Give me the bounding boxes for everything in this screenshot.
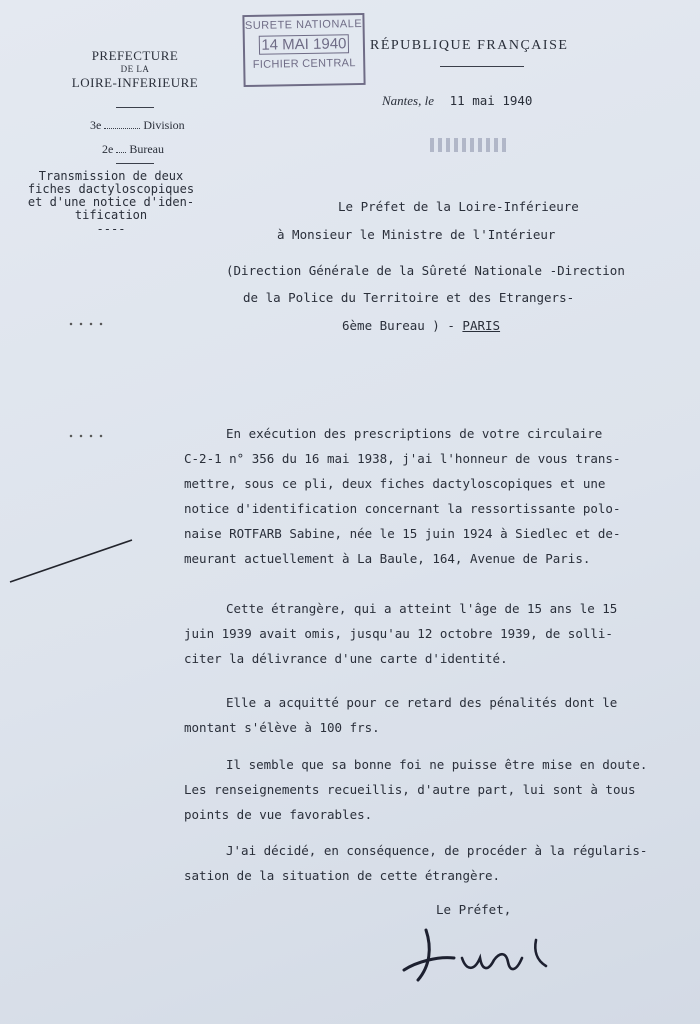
republic-heading: RÉPUBLIQUE FRANÇAISE xyxy=(370,38,569,53)
text-line: En exécution des prescriptions de votre circulaire xyxy=(226,426,603,441)
text-line: mettre, sous ce pli, deux fiches dactyloscopiques et une xyxy=(184,476,606,491)
subject-line: Transmission de deux xyxy=(38,169,184,183)
faint-stamp-mark xyxy=(430,138,510,152)
paragraph-4 xyxy=(184,752,689,827)
date-line xyxy=(382,90,532,109)
date-value: 11 mai 1940 xyxy=(449,93,533,108)
prefecture-de-la: DE LA xyxy=(120,64,150,74)
prefecture-title: PREFECTURE xyxy=(91,48,179,63)
subject-dashes: ---- xyxy=(96,222,126,236)
bureau-number: 2e xyxy=(102,142,114,156)
signature-closing: Le Préfet, xyxy=(436,902,512,917)
address-city: PARIS xyxy=(462,318,501,333)
division-line xyxy=(90,118,185,133)
margin-pen-stroke xyxy=(8,536,134,586)
stamp-line-3: FICHIER CENTRAL xyxy=(252,57,356,71)
margin-dots xyxy=(66,322,106,326)
paragraph-3 xyxy=(184,690,689,740)
text-line: juin 1939 avait omis, jusqu'au 12 octobre 1939, de solli- xyxy=(184,626,613,641)
date-place: Nantes, le xyxy=(382,93,434,108)
republic-rule xyxy=(440,66,524,67)
division-number: 3e xyxy=(90,118,102,132)
subject-block xyxy=(16,170,206,236)
address-direction: (Direction Générale de la Sûreté Nationale -Direction xyxy=(226,263,625,278)
paragraph-2 xyxy=(184,596,689,671)
surete-nationale-stamp xyxy=(242,13,365,87)
address-police: de la Police du Territoire et des Etrangers- xyxy=(243,290,575,305)
text-line: sation de la situation de cette étrangère. xyxy=(184,868,501,883)
text-line: points de vue favorables. xyxy=(184,807,373,822)
division-label: Division xyxy=(143,118,185,132)
margin-dots xyxy=(66,434,106,438)
handwritten-signature xyxy=(396,918,576,990)
address-bureau-text: 6ème Bureau ) - xyxy=(342,318,463,333)
text-line: C-2-1 n° 356 du 16 mai 1938, j'ai l'honneur de vous trans- xyxy=(184,451,621,466)
text-line: J'ai décidé, en conséquence, de procéder à la régularis- xyxy=(226,843,648,858)
bureau-rule xyxy=(116,163,154,164)
text-line: citer la délivrance d'une carte d'identité. xyxy=(184,651,508,666)
bureau-line xyxy=(102,142,164,157)
text-line: Il semble que sa bonne foi ne puisse être mise en doute. xyxy=(226,757,648,772)
prefecture-heading xyxy=(70,48,200,91)
paragraph-1 xyxy=(184,421,689,571)
text-line: notice d'identification concernant la ressortissante polo- xyxy=(184,501,621,516)
text-line: Elle a acquitté pour ce retard des pénalités dont le xyxy=(226,695,618,710)
text-line: Cette étrangère, qui a atteint l'âge de 15 ans le 15 xyxy=(226,601,618,616)
text-line: meurant actuellement à La Baule, 164, Avenue de Paris. xyxy=(184,551,591,566)
subject-line: tification xyxy=(74,208,148,222)
heading-rule xyxy=(116,107,154,108)
subject-line: fiches dactyloscopiques xyxy=(27,182,195,196)
address-bureau xyxy=(342,318,500,333)
bureau-label: Bureau xyxy=(129,142,164,156)
text-line: Les renseignements recueillis, d'autre part, lui sont à tous xyxy=(184,782,636,797)
address-from: Le Préfet de la Loire-Inférieure xyxy=(338,199,579,214)
stamp-line-1: SURETE NATIONALE xyxy=(244,17,363,33)
address-to: à Monsieur le Ministre de l'Intérieur xyxy=(277,227,556,242)
text-line: montant s'élève à 100 frs. xyxy=(184,720,380,735)
subject-line: et d'une notice d'iden- xyxy=(27,195,195,209)
stamp-date: 14 MAI 1940 xyxy=(259,34,349,55)
text-line: naise ROTFARB Sabine, née le 15 juin 1924 à Siedlec et de- xyxy=(184,526,621,541)
paragraph-5 xyxy=(184,838,689,888)
department-name: LOIRE-INFERIEURE xyxy=(71,75,199,90)
